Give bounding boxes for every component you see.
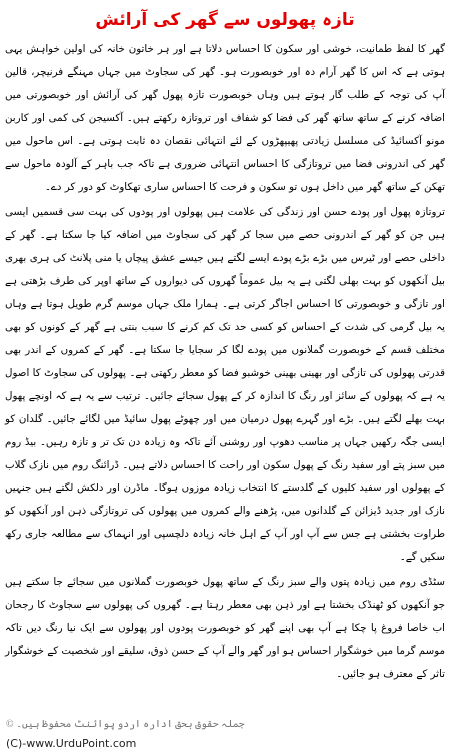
article-title: تازہ پھولوں سے گھر کی آرائش	[95, 10, 355, 30]
article-paragraph-3: سٹڈی روم میں زیادہ پتوں والے سبز رنگ کے ساتھ پھول خوبصورت گملانوں میں سجائے جا سکتے ہیں جو آنکھوں کو ٹھنڈک بخشتا ہے اور ذہن بھی معطر رہتا ہے۔ گھروں کی پھولوں سے سجاوٹ کا رجحان اب خاصا فروغ پا چکا ہے آپ بھی اپنے گھر کو خوبصورت پودوں اور پھولوں سے ایک نیا رنگ دیں تاکہ موسم گرما میں خوشگوار احساس ہو اور گھر والے آپ کے حسن ذوق، سلیقے اور شخصیت کے خوشگوار تاثر کے معترف ہو جائیں۔	[5, 576, 445, 680]
copyright-notice: جملہ حقوق بحق ادارہ اردو پوائنٹ محفوظ ہیں۔ ©	[6, 719, 245, 730]
article-paragraph-2: تروتازہ پھول اور پودے حسن اور زندگی کی علامت ہیں پھولوں اور پودوں کی بہت سی قسمیں ایسی ہیں جن کو گھر کے اندرونی حصے میں سجا کر گھر کی سجاوٹ میں اضافہ کیا جا سکتا ہے۔ گھر کے داخلی حصے اور ٹیرس میں بڑے بڑے پودے ایسے لگتے ہیں جیسے عشق پیچاں یا منی پلانٹ کی ہری بھری بیل آنکھوں کو بہت بھلی لگتی ہے یہ بیل عموماً گھروں کی دیواروں کے ساتھ اوپر کی طرف بڑھتی ہے اور تازگی و خوبصورتی کا احساس اجاگر کرتی ہے۔ ہمارا ملک جہاں موسم گرم طویل ہوتا ہے وہاں یہ بیل گرمی کی شدت کے احساس کو کسی حد تک کم کرنے کا سبب بنتی ہے گھر کے کونوں کو بھی مختلف قسم کے خوبصورت گملانوں میں پودے لگا کر سجایا جا سکتا ہے۔ گھر کے کمروں کے اندر بھی قدرتی پھولوں کی تازگی اور بھینی بھینی خوشبو فضا کو معطر رکھتی ہے۔ پھولوں کی سجاوٹ کا اصول یہ ہے کہ پھولوں کے سائز اور رنگ کا اندازہ کر کے پھول سجائے جائیں۔ ترتیب سے یہ ہے کہ اونچے پھول بہت بھلے لگتے ہیں۔ بڑے اور گہرے پھول درمیان میں اور چھوٹے پھول سائیڈ میں لگائے جائیں۔ گلدان کو ایسی جگہ رکھیں جہاں پر مناسب دھوپ اور روشنی آئے تاکہ وہ زیادہ دن تک تر و تازہ رہیں۔ بیڈ روم میں سبز پتے اور سفید رنگ کے پھول سکون اور راحت کا احساس دلاتے ہیں۔ ڈرائنگ روم میں نازک گلاب کے پھولوں اور سفید کلیوں کے گلدستے کا انتخاب زیادہ موزوں ہوگا۔ ماڈرن اور دلکش لگتے ہیں جنہیں نازک اور جدید ڈیزائن کے گلدانوں میں، پڑھنے والے کمروں میں پھولوں کی تروتازگی ذہن اور آنکھوں کو طراوت بخشتی ہے جس سے آپ اور آپ کے اہل خانہ زیادہ دلچسپی اور انہماک سے مطالعہ جاری رکھ سکیں گے۔	[5, 206, 445, 563]
article-paragraph-1: گھر کا لفظ طمانیت، خوشی اور سکون کا احساس دلاتا ہے اور ہر خاتون خانہ کی اولین خواہش یہی ہوتی ہے کہ اس کا گھر آرام دہ اور خوبصورت ہو۔ گھر کی سجاوٹ میں جہاں مہنگے فرنیچر، قالین آپ کی توجہ کے طلب گار ہوتے ہیں وہاں خوبصورت تازہ پھول گھر کی آرائش اور خوبصورتی میں اضافہ کرنے کے ساتھ ساتھ گھر کی فضا کو شفاف اور تروتازہ رکھتے ہیں۔ آکسیجن کی کمی اور کاربن مونو آکسائیڈ کی مسلسل زیادتی پھیپھڑوں کے لئے انتہائی نقصان دہ ثابت ہوتی ہے۔ اس ماحول میں گھر کی اندرونی فضا میں تروتازگی کا احساس انتہائی ضروری ہے تاکہ جب باہر کے آلودہ ماحول سے تھکن کے ساتھ گھر میں داخل ہوں تو سکون و فرحت کا احساس ساری تھکاوٹ کو دور کر دے۔	[5, 43, 445, 193]
site-footer-link[interactable]: (C)-www.UrduPoint.com	[6, 737, 137, 750]
